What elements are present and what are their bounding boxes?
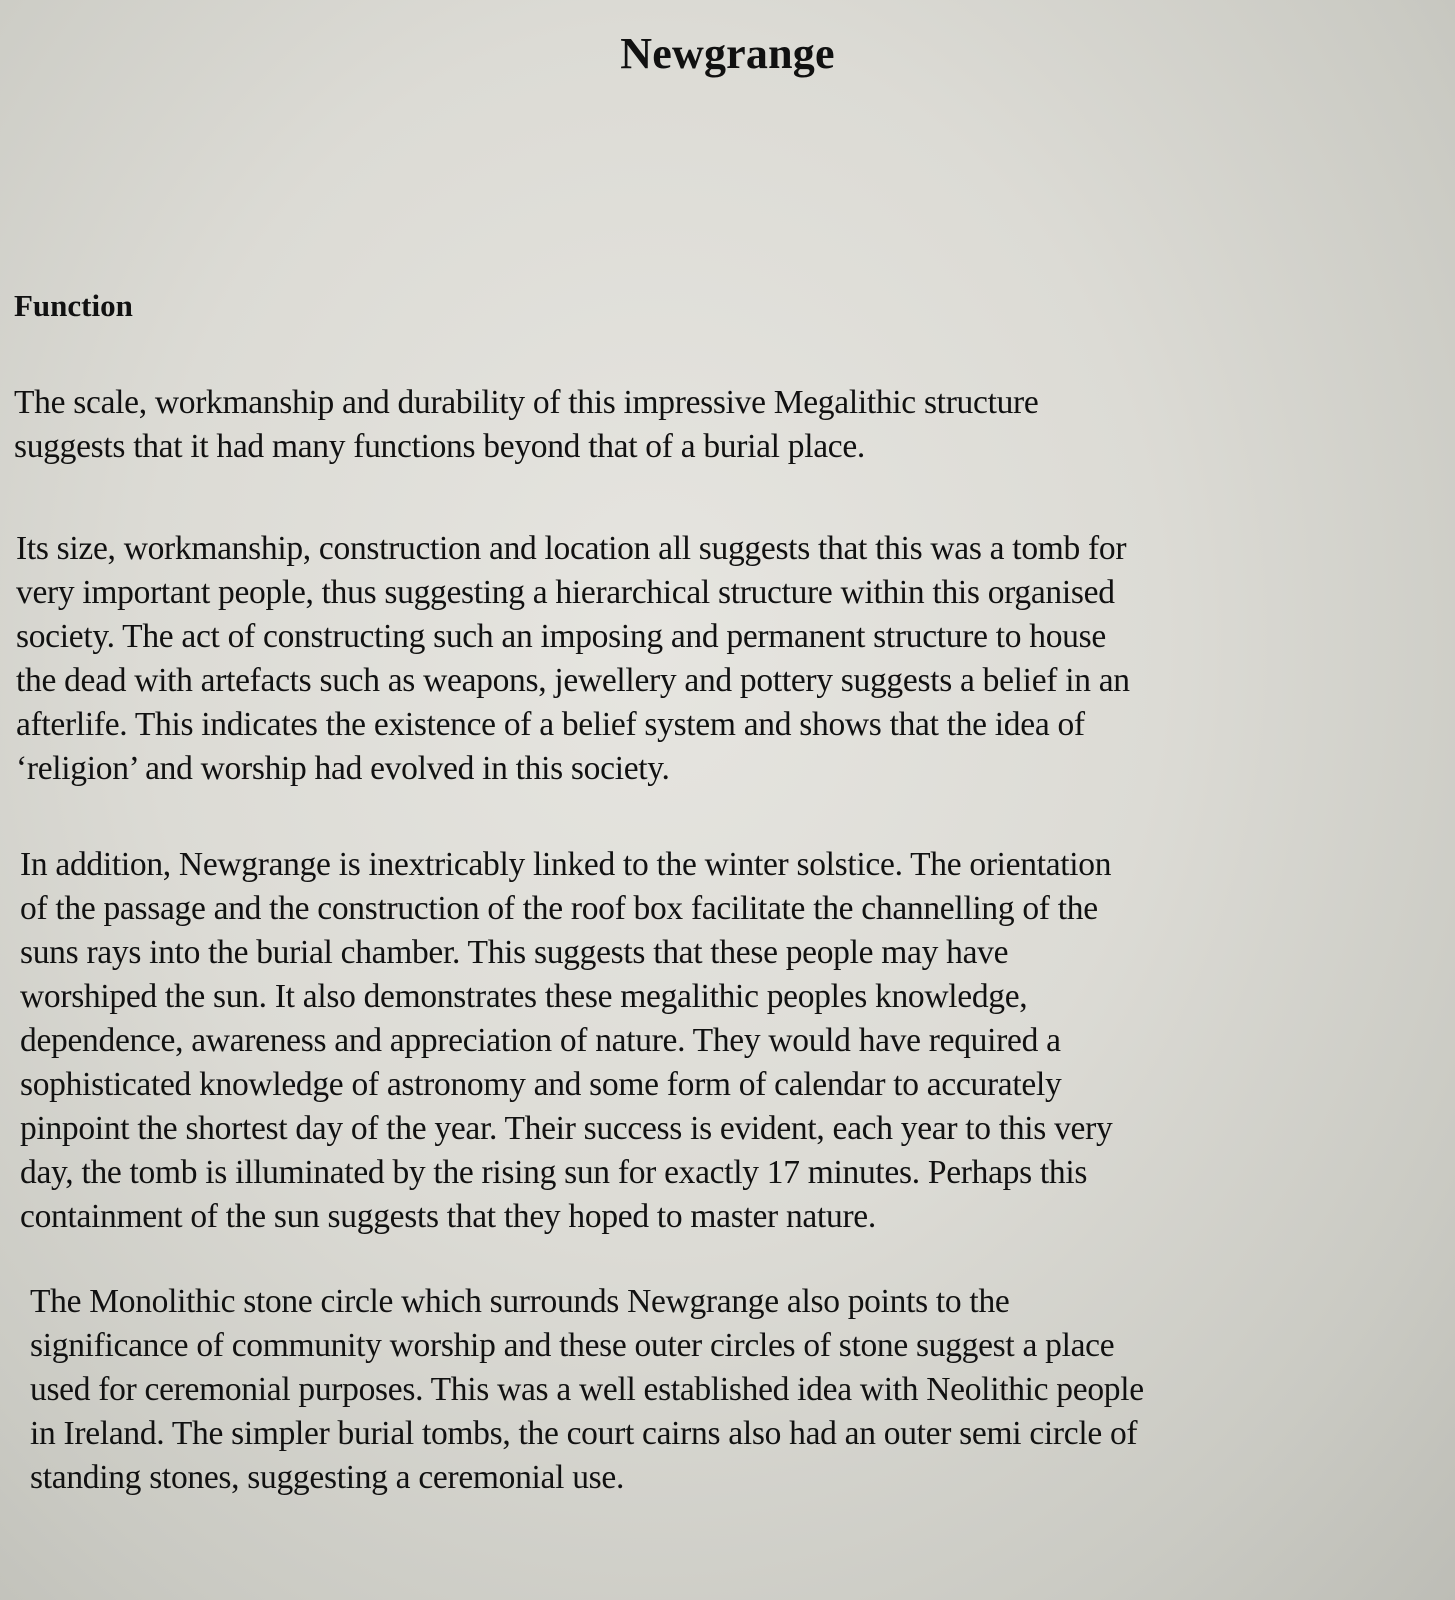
text-line: containment of the sun suggests that they hoped to master nature. <box>20 1198 876 1235</box>
text-line: suns rays into the burial chamber. This suggests that these people may have <box>20 934 1009 971</box>
text-line: pinpoint the shortest day of the year. Their success is evident, each year to this very <box>20 1110 1113 1147</box>
text-line: in Ireland. The simpler burial tombs, the court cairns also had an outer semi circle of <box>30 1415 1138 1452</box>
text-line: The Monolithic stone circle which surrounds Newgrange also points to the <box>30 1283 1010 1320</box>
text-line: of the passage and the construction of the roof box facilitate the channelling of the <box>20 890 1098 927</box>
text-line: dependence, awareness and appreciation of nature. They would have required a <box>20 1022 1061 1059</box>
text-line: ‘religion’ and worship had evolved in this society. <box>16 750 670 787</box>
paragraph-3 <box>20 843 1112 1239</box>
page-title: Newgrange <box>620 29 835 78</box>
text-line: day, the tomb is illuminated by the rising sun for exactly 17 minutes. Perhaps this <box>20 1154 1088 1191</box>
paragraph-4 <box>30 1280 1144 1500</box>
text-line: society. The act of constructing such an imposing and permanent structure to house <box>16 618 1106 655</box>
text-line: The scale, workmanship and durability of this impressive Megalithic structure <box>14 384 1039 421</box>
text-line: the dead with artefacts such as weapons, jewellery and pottery suggests a belief in an <box>16 662 1130 699</box>
text-line: very important people, thus suggesting a hierarchical structure within this organised <box>16 574 1115 611</box>
text-line: In addition, Newgrange is inextricably linked to the winter solstice. The orientation <box>20 846 1112 883</box>
text-line: worshiped the sun. It also demonstrates these megalithic peoples knowledge, <box>20 978 1028 1015</box>
text-line: sophisticated knowledge of astronomy and some form of calendar to accurately <box>20 1066 1062 1103</box>
text-line: afterlife. This indicates the existence of a belief system and shows that the idea of <box>16 706 1085 743</box>
paragraph-2 <box>16 527 1130 791</box>
text-line: standing stones, suggesting a ceremonial use. <box>30 1459 625 1496</box>
text-line: used for ceremonial purposes. This was a well established idea with Neolithic people <box>30 1371 1144 1408</box>
section-heading: Function <box>14 288 133 323</box>
text-line: significance of community worship and these outer circles of stone suggest a place <box>30 1327 1115 1364</box>
text-line: suggests that it had many functions beyond that of a burial place. <box>14 428 865 465</box>
paragraph-1 <box>14 381 1038 469</box>
text-line: Its size, workmanship, construction and location all suggests that this was a tomb for <box>16 530 1127 567</box>
